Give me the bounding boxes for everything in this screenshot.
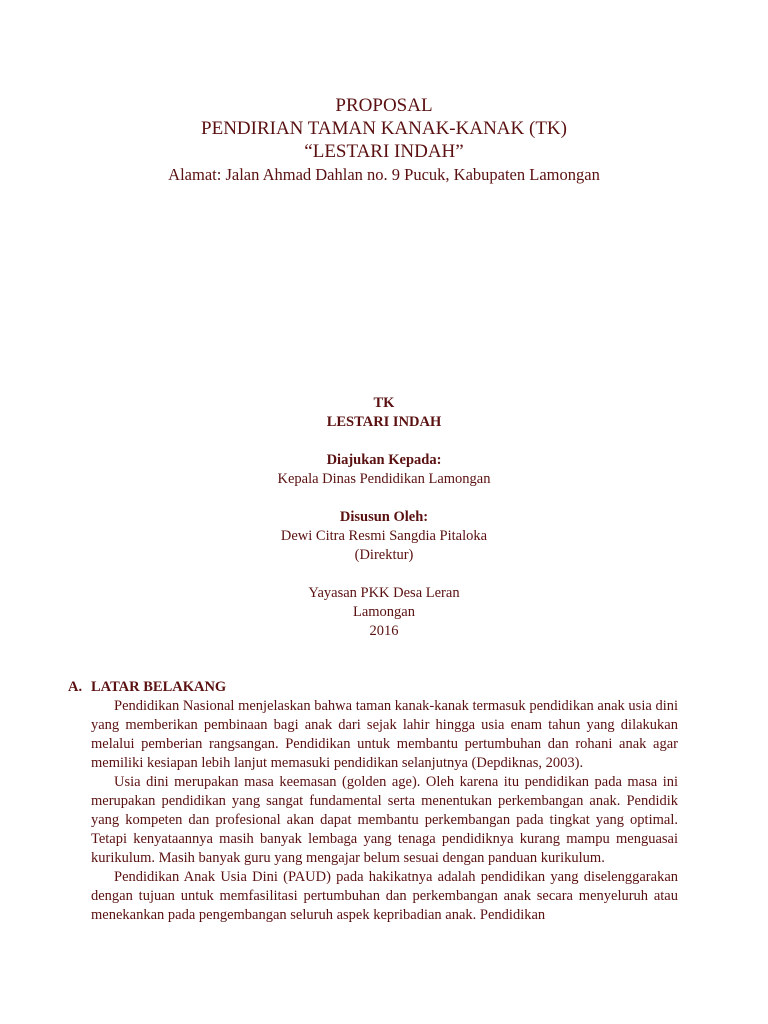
- submitted-to-label: Diajukan Kepada:: [326, 452, 442, 468]
- organization-name: Yayasan PKK Desa Leran: [308, 585, 460, 601]
- school-name-heading: “LESTARI INDAH”: [304, 141, 464, 162]
- paragraph: Usia dini merupakan masa keemasan (golden age). Oleh karena itu pendidikan pada masa ini merupakan pendidikan yang sangat fundamental serta menentukan perkembangan anak. Pendidik yang kompeten dan profesional akan dapat membantu perkembangan pada tingkat yang optimal. Tetapi kenyataannya masih banyak lembaga yang tenaga pendidiknya kurang mampu menguasai kurikulum. Masih banyak guru yang mengajar belum sesuai dengan panduan kurikulum.: [91, 774, 678, 866]
- address-line: Alamat: Jalan Ahmad Dahlan no. 9 Pucuk, Kabupaten Lamongan: [168, 165, 600, 184]
- organization-city: Lamongan: [352, 604, 415, 620]
- author-name: Dewi Citra Resmi Sangdia Pitaloka: [280, 528, 488, 544]
- section-heading: [68, 678, 678, 697]
- paragraph: Pendidikan Anak Usia Dini (PAUD) pada hakikatnya adalah pendidikan yang diselenggarakan dengan tujuan untuk memfasilitasi pertumbuhan dan perkembangan anak secara menyeluruh atau menekankan pada pengembangan seluruh aspek kepribadian anak. Pendidikan: [91, 869, 678, 923]
- title-block: [0, 94, 768, 185]
- school-name: LESTARI INDAH: [326, 414, 442, 430]
- submitted-to-value: Kepala Dinas Pendidikan Lamongan: [277, 471, 491, 487]
- school-type: TK: [373, 395, 395, 411]
- author-label: Disusun Oleh:: [339, 509, 429, 525]
- paragraph: Pendidikan Nasional menjelaskan bahwa taman kanak-kanak termasuk pendidikan anak usia dini yang memberikan pembinaan bagi anak dari sejak lahir hingga usia enam tahun yang dilakukan melalui pemberian rangsangan. Pendidikan untuk membantu pertumbuhan dan rohani anak agar memiliki kesiapan lebih lanjut memasuki pendidikan selanjutnya (Depdiknas, 2003).: [91, 698, 678, 771]
- section-letter: A.: [68, 679, 83, 695]
- section-latar-belakang: [68, 678, 678, 925]
- proposal-heading: PROPOSAL: [335, 95, 433, 116]
- proposal-subject: PENDIRIAN TAMAN KANAK-KANAK (TK): [201, 118, 567, 139]
- document-year: 2016: [369, 623, 399, 639]
- author-role: (Direktur): [354, 547, 414, 563]
- section-title: LATAR BELAKANG: [91, 679, 227, 695]
- cover-info-block: [0, 394, 768, 641]
